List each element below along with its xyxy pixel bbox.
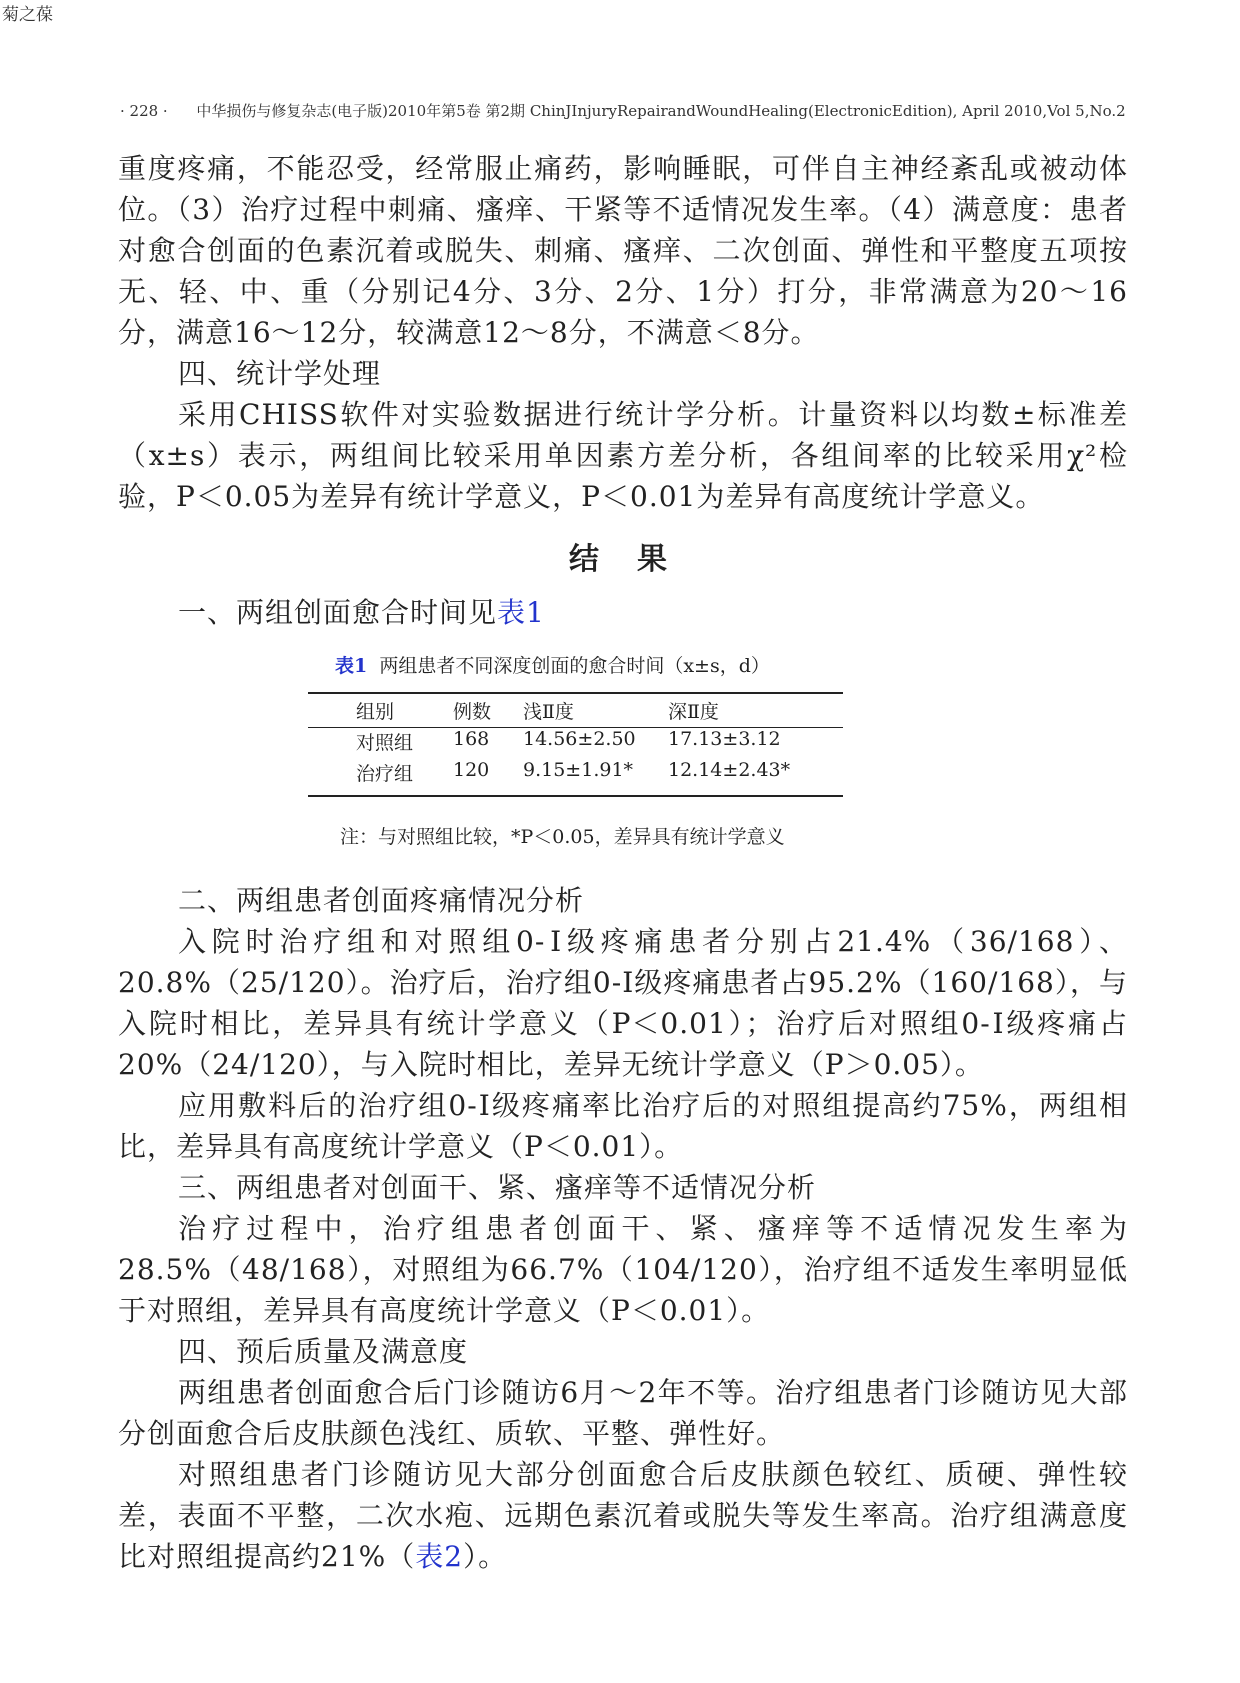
header-cell: 组别 [356, 701, 395, 723]
table-cell: 168 [453, 728, 490, 750]
header-cell: 浅Ⅱ度 [523, 701, 574, 723]
corner-mark: 菊之葆 [2, 5, 53, 25]
results-heading-2: 二、两组患者创面疼痛情况分析 [178, 884, 585, 917]
table-cell: 17.13±3.12 [668, 728, 781, 750]
table1 [308, 697, 843, 790]
table1-tag: 表1 [335, 655, 368, 677]
table-cell: 对照组 [356, 732, 414, 754]
discomfort-paragraph: 治疗过程中，治疗组患者创面干、紧、瘙痒等不适情况发生率为28.5%（48/168），对照组为66.7%（104/120），治疗组不适发生率明显低于对照组，差异具有高度统计学意义（P＜0.01）。 [118, 1212, 1128, 1327]
table2-link[interactable]: 表2 [415, 1540, 464, 1573]
results-heading-3: 三、两组患者对创面干、紧、瘙痒等不适情况分析 [178, 1171, 817, 1204]
methods-section [118, 148, 1128, 517]
table1-link[interactable]: 表1 [497, 596, 545, 629]
table-cell: 9.15±1.91* [523, 759, 634, 781]
table1-caption-text: 两组患者不同深度创面的愈合时间（x±s，d） [379, 655, 770, 677]
heading-1-text: 一、两组创面愈合时间见 [178, 596, 498, 629]
table-cell: 14.56±2.50 [523, 728, 636, 750]
pain-paragraph-1: 入院时治疗组和对照组0-Ⅰ级疼痛患者分别占21.4%（36/168）、20.8%（25/120）。治疗后，治疗组0-Ⅰ级疼痛患者占95.2%（160/168），与入院时相比，差异具有统计学意义（P＜0.01）；治疗后对照组0-Ⅰ级疼痛占20%（24/120），与入院时相比，差异无统计学意义（P＞0.05）。 [118, 925, 1128, 1081]
header-cell: 深Ⅱ度 [668, 701, 719, 723]
journal-info: 中华损伤与修复杂志(电子版)2010年第5卷 第2期 ChinJInjuryRepairandWoundHealing(ElectronicEdition), April 2010,Vol 5,No.2 [196, 102, 1126, 120]
table-row [308, 728, 843, 759]
table-header-row [308, 697, 843, 728]
pain-paragraph-2: 应用敷料后的治疗组0-Ⅰ级疼痛率比治疗后的对照组提高约75%，两组相比，差异具有高度统计学意义（P＜0.01）。 [118, 1089, 1128, 1163]
results-heading-4: 四、预后质量及满意度 [178, 1335, 469, 1368]
table-cell: 12.14±2.43* [668, 759, 791, 781]
results-title: 结 果 [569, 542, 671, 577]
table-cell: 120 [453, 759, 490, 781]
stats-paragraph: 采用CHISS软件对实验数据进行统计学分析。计量资料以均数±标准差（x±s）表示，两组间比较采用单因素方差分析，各组间率的比较采用χ²检验，P＜0.05为差异有统计学意义，P＜0.01为差异有高度统计学意义。 [118, 398, 1128, 513]
followup-paragraph-1: 两组患者创面愈合后门诊随访6月～2年不等。治疗组患者门诊随访见大部分创面愈合后皮肤颜色浅红、质软、平整、弹性好。 [118, 1376, 1128, 1450]
stats-heading: 四、统计学处理 [178, 357, 382, 390]
table1-caption [335, 651, 770, 678]
results-heading-1 [118, 592, 1128, 633]
table1-note: 注：与对照组比较，*P＜0.05，差异具有统计学意义 [340, 826, 785, 848]
header-cell: 例数 [453, 701, 492, 723]
table-bottom-rule [308, 795, 843, 797]
followup-end: ）。 [463, 1540, 508, 1573]
methods-paragraph: 重度疼痛，不能忍受，经常服止痛药，影响睡眠，可伴自主神经紊乱或被动体位。（3）治疗过程中刺痛、瘙痒、干紧等不适情况发生率。（4）满意度：患者对愈合创面的色素沉着或脱失、刺痛、瘙痒、二次创面、弹性和平整度五项按无、轻、中、重（分别记4分、3分、2分、1分）打分，非常满意为20～16分，满意16～12分，较满意12～8分，不满意＜8分。 [118, 152, 1128, 349]
table-cell: 治疗组 [356, 763, 414, 785]
table-row [308, 759, 843, 790]
table-top-rule [308, 692, 843, 694]
page-number: · 228 · [120, 102, 168, 120]
results-body [118, 880, 1128, 1577]
followup-paragraph-2 [118, 1454, 1128, 1577]
running-header [120, 100, 1130, 121]
followup-text: 对照组患者门诊随访见大部分创面愈合后皮肤颜色较红、质硬、弹性较差，表面不平整，二次水疱、远期色素沉着或脱失等发生率高。治疗组满意度比对照组提高约21%（ [118, 1458, 1128, 1573]
